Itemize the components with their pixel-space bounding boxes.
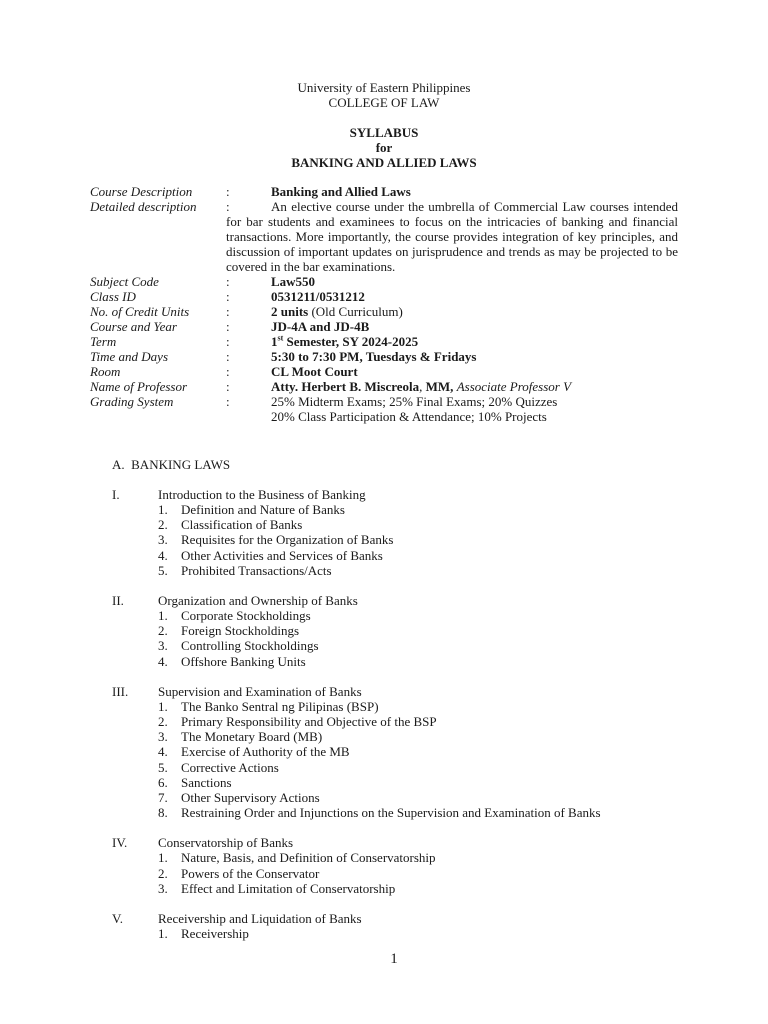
outline-topic [112,835,712,896]
list-item: 2. Primary Responsibility and Objective of the BSP [158,714,437,730]
topic-number: IV. [112,835,128,851]
topic-number: I. [112,487,120,502]
info-colon: : [226,394,230,409]
info-colon: : [226,289,230,304]
syllabus-title: SYLLABUS [349,125,419,140]
professor-comma: , [419,379,426,394]
info-grading [90,394,690,424]
term-rest: Semester, SY 2024-2025 [283,334,419,349]
info-label: Course Description [90,184,193,199]
info-colon: : [226,319,230,334]
info-value: JD-4A and JD-4B [271,319,370,334]
info-value: Banking and Allied Laws [271,184,411,199]
list-item: 2. Powers of the Conservator [158,865,320,881]
list-item: 5. Corrective Actions [158,759,279,775]
topic-number: III. [112,683,129,699]
topic-title: Conservatorship of Banks [158,835,294,851]
course-info [90,184,690,424]
info-label: Term [90,334,117,349]
grading-line-1: 25% Midterm Exams; 25% Final Exams; 20% Quizzes [271,394,558,409]
info-value [271,334,690,349]
info-label: Class ID [90,289,136,304]
info-colon: : [226,364,230,379]
list-item: 3. Controlling Stockholdings [158,638,319,654]
info-value: 5:30 to 7:30 PM, Tuesdays & Fridays [271,349,477,364]
university-name: University of Eastern Philippines [297,80,471,95]
topic-number: V. [112,911,123,927]
outline-topic [112,684,712,821]
grading-line-2: 20% Class Participation & Attendance; 10% Projects [271,409,547,424]
info-colon: : [226,274,230,289]
info-value: 0531211/0531212 [271,289,365,304]
info-professor [90,379,690,394]
list-item: 1. Corporate Stockholdings [158,608,311,624]
info-label: Name of Professor [90,379,188,394]
info-colon: : [226,334,230,349]
topic-title: Receivership and Liquidation of Banks [158,911,362,927]
info-colon: : [226,349,230,364]
info-label: Room [90,364,121,379]
list-item: 1. Definition and Nature of Banks [158,502,345,517]
info-label: Course and Year [90,319,177,334]
list-item: 3. The Monetary Board (MB) [158,729,323,745]
info-detailed-description [90,199,690,274]
list-item: 1. Nature, Basis, and Definition of Conservatorship [158,850,436,866]
page-number: 1 [390,951,398,967]
professor-rank: Associate Professor V [456,379,572,394]
topic-title: Introduction to the Business of Banking [158,487,366,502]
info-credit-units [90,304,690,319]
info-label: Subject Code [90,274,159,289]
info-subject-code [90,274,690,289]
list-item: 1. Receivership [158,926,249,942]
outline-topic [112,911,712,941]
credit-units-note: (Old Curriculum) [308,304,403,319]
list-item: 3. Requisites for the Organization of Banks [158,532,394,548]
info-class-id [90,289,690,304]
list-item: 1. The Banko Sentral ng Pilipinas (BSP) [158,698,379,714]
list-item: 4. Offshore Banking Units [158,653,306,669]
info-label: Time and Days [90,349,168,364]
list-item: 4. Exercise of Authority of the MB [158,744,350,760]
info-room [90,364,690,379]
info-course-description [90,184,690,199]
professor-degree: MM, [425,379,454,394]
info-value [271,379,690,394]
info-course-year [90,319,690,334]
professor-name: Atty. Herbert B. Miscreola [271,379,420,394]
term-number: 1 [271,334,278,349]
info-label: Grading System [90,394,174,409]
section-heading: A. BANKING LAWS [112,457,231,472]
course-outline [112,487,712,956]
topic-title: Supervision and Examination of Banks [158,683,362,699]
college-name: COLLEGE OF LAW [328,95,440,110]
syllabus-for: for [375,140,393,155]
list-item: 2. Classification of Banks [158,517,303,533]
list-item: 3. Effect and Limitation of Conservatorship [158,880,396,896]
list-item: 7. Other Supervisory Actions [158,790,320,806]
info-value: Law550 [271,274,316,289]
outline-topic [112,593,712,669]
info-value: An elective course under the umbrella of Commercial Law courses intended for bar students and examinees to focus on the intricacies of banking and financial transactions. More importantly, the course provides integration of key principles, and discussion of important updates on jurisprudence and trends as may be projected to be covered in the bar examinations. [226,199,678,274]
list-item: 5. Prohibited Transactions/Acts [158,562,332,578]
term-ordinal: st [277,333,284,343]
outline-topic [112,487,712,578]
info-colon: : [226,199,230,214]
course-title: BANKING AND ALLIED LAWS [291,155,477,170]
info-colon: : [226,304,230,319]
topic-number: II. [112,593,124,609]
info-term [90,334,690,349]
list-item: 4. Other Activities and Services of Banks [158,547,383,563]
list-item: 2. Foreign Stockholdings [158,623,300,639]
credit-units-number: 2 units [271,304,309,319]
info-label: Detailed description [90,199,197,214]
info-colon: : [226,379,230,394]
info-value [271,304,690,319]
list-item: 6. Sanctions [158,774,232,790]
topic-title: Organization and Ownership of Banks [158,593,358,609]
info-label: No. of Credit Units [90,304,190,319]
list-item: 8. Restraining Order and Injunctions on the Supervision and Examination of Banks [158,805,601,821]
info-time-days [90,349,690,364]
info-colon: : [226,184,230,199]
info-value: CL Moot Court [271,364,358,379]
